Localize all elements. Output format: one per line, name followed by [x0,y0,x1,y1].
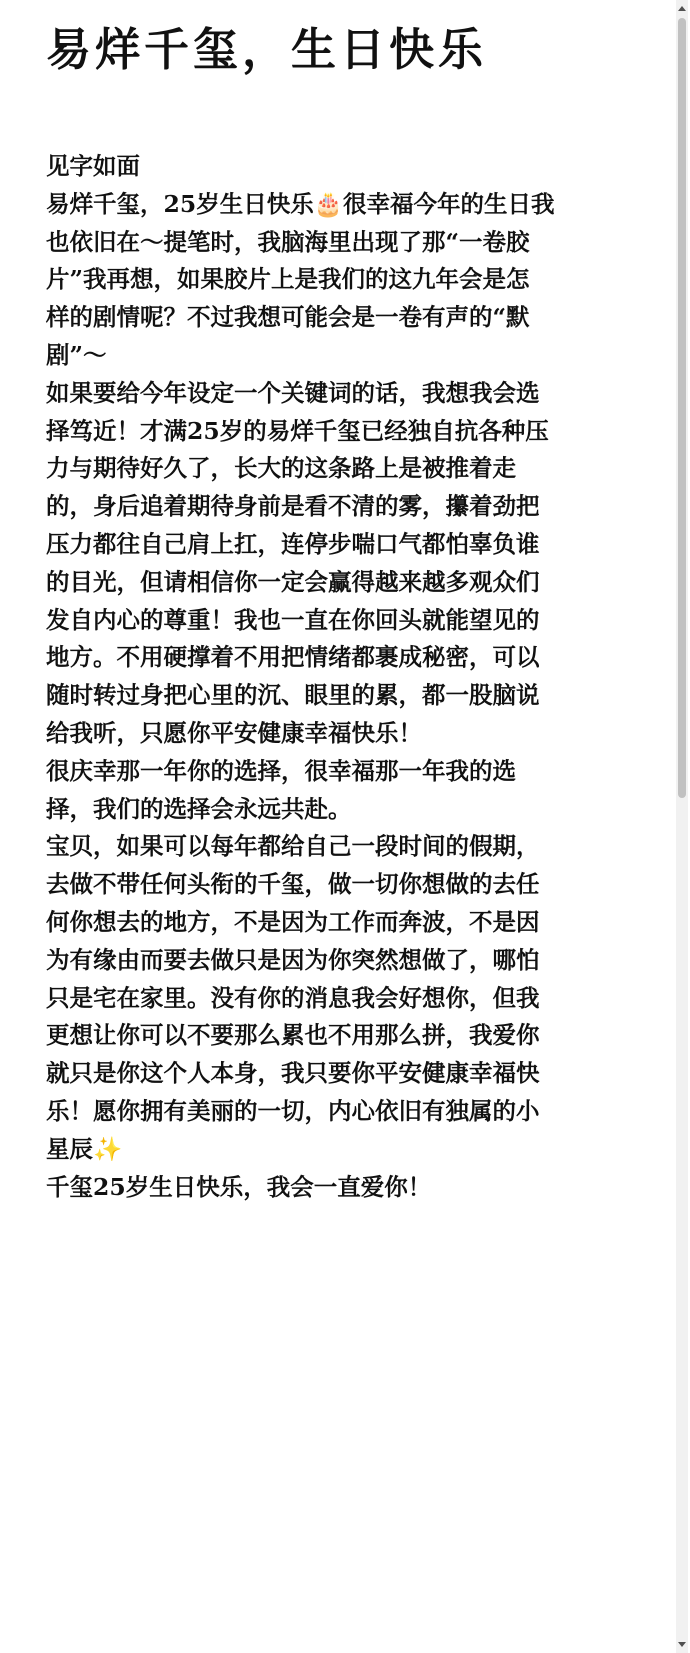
letter-line: 择，我们的选择会永远共赴。 [46,794,352,823]
letter-line: 只是宅在家里。没有你的消息我会好想你，但我 [46,983,540,1012]
letter-line: 也依旧在～提笔时，我脑海里出现了那“一卷胶 [46,227,530,256]
letter-line: 力与期待好久了，长大的这条路上是被推着走 [46,454,516,483]
letter-line: 乐！愿你拥有美丽的一切，内心依旧有独属的小 [46,1096,540,1125]
letter-line: 千玺25岁生日快乐，我会一直爱你！ [46,1172,432,1201]
letter-line: 的目光，但请相信你一定会赢得越来越多观众们 [46,567,540,596]
letter-line: 为有缘由而要去做只是因为你突然想做了，哪怕 [46,945,540,974]
vertical-scrollbar[interactable] [676,0,688,1653]
letter-line: 就只是你这个人本身，我只要你平安健康幸福快 [46,1059,540,1088]
scroll-down-arrow-icon[interactable] [678,1642,686,1647]
scrollbar-thumb[interactable] [678,18,686,798]
letter-line: 如果要给今年设定一个关键词的话，我想我会选 [46,378,540,407]
letter-line: 择笃近！才满25岁的易烊千玺已经独自抗各种压 [46,416,549,445]
letter-line: 见字如面 [46,152,140,180]
letter-line: 片”我再想，如果胶片上是我们的这九年会是怎 [46,265,530,294]
letter-line: 的，身后追着期待身前是看不清的雾，攥着劲把 [46,492,540,521]
letter-line: 发自内心的尊重！我也一直在你回头就能望见的 [46,605,540,634]
letter-line: 随时转过身把心里的沉、眼里的累，都一股脑说 [46,681,540,710]
letter-body [46,148,651,1206]
letter-line: 去做不带任何头衔的千玺，做一切你想做的去任 [46,870,540,899]
letter-line: 宝贝，如果可以每年都给自己一段时间的假期， [46,832,540,861]
page-title: 易烊千玺，生日快乐 [46,23,488,76]
letter-line: 剧”～ [46,340,107,369]
letter-line: 压力都往自己肩上扛，连停步喘口气都怕辜负谁 [46,529,540,558]
letter-line: 给我听，只愿你平安健康幸福快乐！ [46,718,422,747]
letter-line: 易烊千玺，25岁生日快乐🎂很幸福今年的生日我 [46,189,555,218]
letter-line: 更想让你可以不要那么累也不用那么拼，我爱你 [46,1021,540,1050]
letter-line: 何你想去的地方，不是因为工作而奔波，不是因 [46,907,540,936]
letter-line: 地方。不用硬撑着不用把情绪都裹成秘密，可以 [46,643,540,672]
letter-line: 星辰✨ [46,1134,123,1163]
letter-line: 很庆幸那一年你的选择，很幸福那一年我的选 [46,756,516,785]
scroll-up-arrow-icon[interactable] [678,6,686,11]
letter-line: 样的剧情呢？不过我想可能会是一卷有声的“默 [46,303,530,332]
